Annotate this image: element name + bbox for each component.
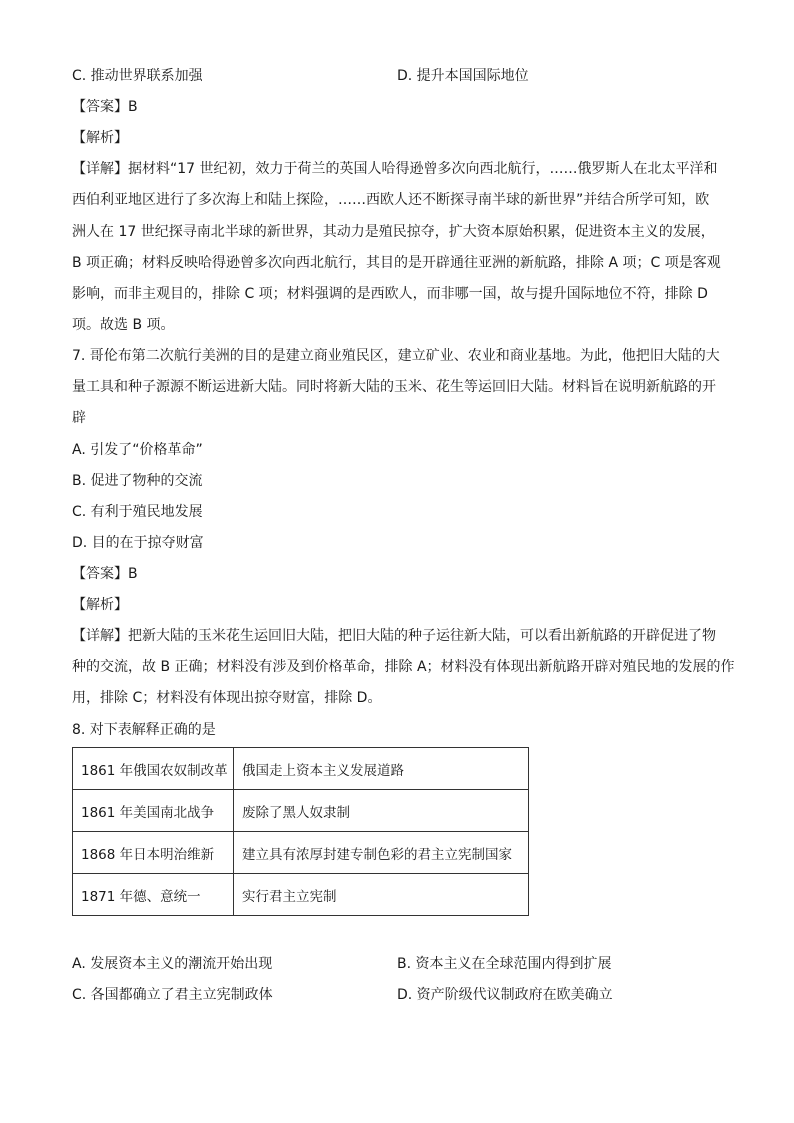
q7-stem-line: 辟 [72, 410, 86, 426]
table-row [73, 748, 529, 790]
table-cell-event: 1868 年日本明治维新 [73, 832, 234, 874]
q6-detail-line: 西伯利亚地区进行了多次海上和陆上探险，……西欧人还不断探寻南半球的新世界”并结合所学可知，欧 [72, 192, 710, 208]
q6-option-c: C. 推动世界联系加强 [72, 68, 203, 84]
q7-detail-line: 种的交流，故 B 正确；材料没有涉及到价格革命，排除 A；材料没有体现出新航路开辟对殖民地的发展的作 [72, 659, 735, 675]
table-cell-result: 实行君主立宪制 [234, 874, 529, 916]
q8-stem: 8. 对下表解释正确的是 [72, 722, 216, 738]
q6-detail-line: 影响，而非主观目的，排除 C 项；材料强调的是西欧人，而非哪一国，故与提升国际地位不符，排除 D [72, 286, 708, 302]
q7-stem-line: 量工具和种子源源不断运进新大陆。同时将新大陆的玉米、花生等运回旧大陆。材料旨在说明新航路的开 [72, 379, 716, 395]
table-cell-event: 1861 年美国南北战争 [73, 790, 234, 832]
q7-answer: 【答案】B [72, 566, 138, 582]
table-row [73, 790, 529, 832]
q8-table [72, 747, 529, 916]
q7-stem-line: 7. 哥伦布第二次航行美洲的目的是建立商业殖民区，建立矿业、农业和商业基地。为此，他把旧大陆的大 [72, 348, 720, 364]
q8-option-c: C. 各国都确立了君主立宪制政体 [72, 987, 273, 1003]
q7-analysis-label: 【解析】 [72, 597, 128, 613]
q8-option-d: D. 资产阶级代议制政府在欧美确立 [397, 987, 613, 1003]
q6-detail-line: 洲人在 17 世纪探寻南北半球的新世界，其动力是殖民掠夺，扩大资本原始积累，促进资本主义的发展， [72, 224, 715, 240]
q6-detail-line: 【详解】据材料“17 世纪初，效力于荷兰的英国人哈得逊曾多次向西北航行，……俄罗斯人在北太平洋和 [72, 161, 718, 177]
q8-option-b: B. 资本主义在全球范围内得到扩展 [397, 956, 612, 972]
q7-option-b: B. 促进了物种的交流 [72, 473, 203, 489]
table-row [73, 874, 529, 916]
table-cell-result: 俄国走上资本主义发展道路 [234, 748, 529, 790]
q8-option-a: A. 发展资本主义的潮流开始出现 [72, 956, 273, 972]
q7-option-a: A. 引发了“价格革命” [72, 442, 203, 458]
q7-option-d: D. 目的在于掠夺财富 [72, 535, 204, 551]
table-cell-result: 废除了黑人奴隶制 [234, 790, 529, 832]
q6-detail-line: B 项正确；材料反映哈得逊曾多次向西北航行，其目的是开辟通往亚洲的新航路，排除 A 项；C 项是客观 [72, 255, 721, 271]
table-cell-event: 1871 年德、意统一 [73, 874, 234, 916]
q7-detail-line: 【详解】把新大陆的玉米花生运回旧大陆，把旧大陆的种子运往新大陆，可以看出新航路的开辟促进了物 [72, 628, 716, 644]
q6-analysis-label: 【解析】 [72, 130, 128, 146]
table-cell-result: 建立具有浓厚封建专制色彩的君主立宪制国家 [234, 832, 529, 874]
table-cell-event: 1861 年俄国农奴制改革 [73, 748, 234, 790]
q7-detail-line: 用，排除 C；材料没有体现出掠夺财富，排除 D。 [72, 690, 382, 706]
table-row [73, 832, 529, 874]
q6-answer: 【答案】B [72, 99, 138, 115]
q7-option-c: C. 有利于殖民地发展 [72, 504, 203, 520]
q6-option-d: D. 提升本国国际地位 [397, 68, 529, 84]
q6-detail-line: 项。故选 B 项。 [72, 317, 175, 333]
